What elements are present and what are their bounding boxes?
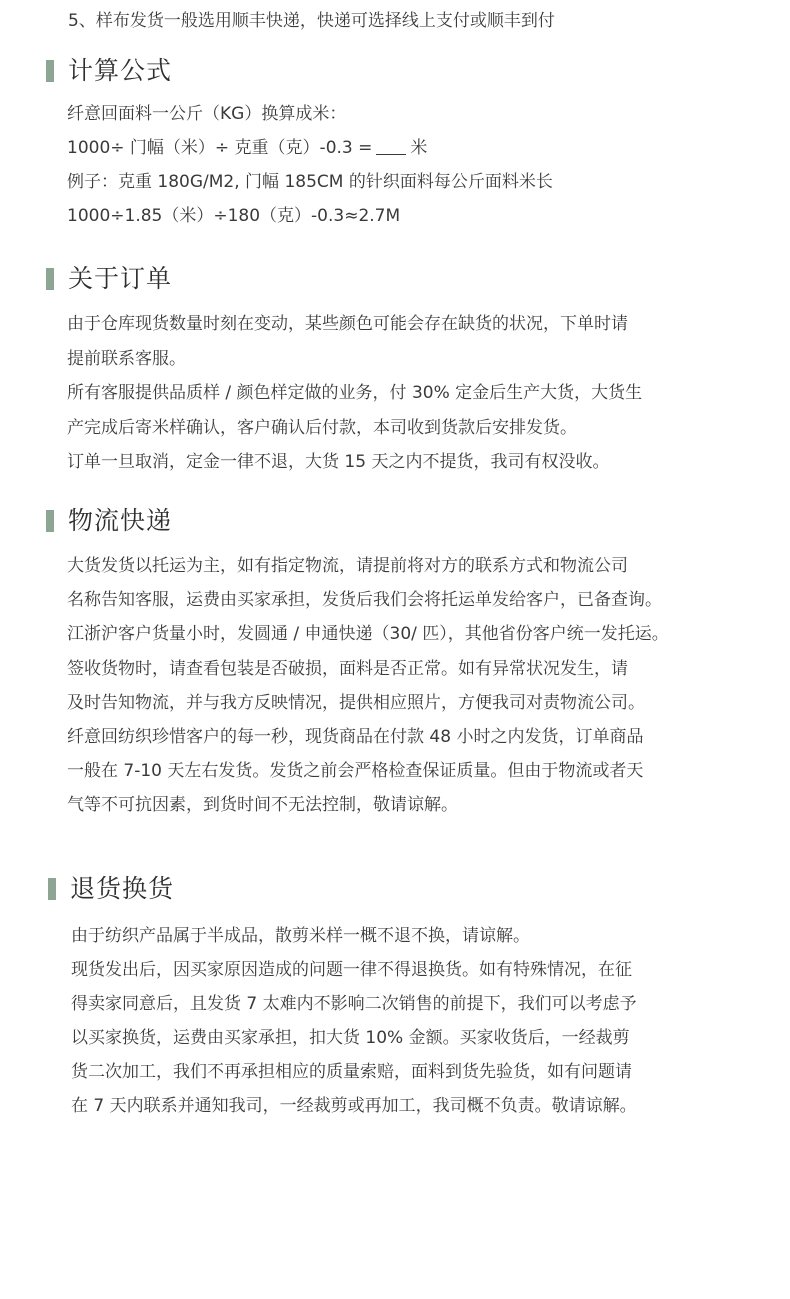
section-title: 物流快递	[68, 506, 173, 535]
paragraph-line: 名称告知客服，运费由买家承担，发货后我们会将托运单发给客户，已备查询。	[67, 590, 662, 611]
returns-lines	[71, 919, 637, 1123]
logistics-lines	[67, 549, 669, 823]
paragraph-line: 提前联系客服。	[67, 348, 186, 369]
paragraph-line: 以买家换货，运费由买家承担，扣大货 10% 金额。买家收货后，一经裁剪	[71, 1028, 630, 1048]
paragraph-line: 及时告知物流，并与我方反映情况，提供相应照片，方便我司对责物流公司。	[67, 692, 645, 713]
formula-expression: 1000÷ 门幅（米）÷ 克重（克）-0.3 =	[67, 138, 373, 158]
blank-underline	[376, 138, 406, 155]
formula-lines	[67, 97, 553, 233]
formula-line: 例子：克重 180G/M2, 门幅 185CM 的针织面料每公斤面料米长	[67, 172, 553, 192]
section-title: 计算公式	[68, 56, 173, 85]
formula-line: 纤意回面料一公斤（KG）换算成米：	[67, 104, 347, 124]
section-title: 关于订单	[68, 264, 173, 293]
paragraph-line: 订单一旦取消，定金一律不退，大货 15 天之内不提货，我司有权没收。	[67, 452, 610, 472]
paragraph-line: 产完成后寄米样确认，客户确认后付款，本司收到货款后安排发货。	[67, 417, 577, 438]
paragraph-line: 江浙沪客户货量小时，发圆通 / 申通快递（30/ 匹），其他省份客户统一发托运。	[67, 624, 669, 645]
formula-line: 1000÷1.85（米）÷180（克）-0.3≈2.7M	[67, 206, 401, 226]
section-accent-bar	[48, 878, 56, 900]
formula-unit: 米	[410, 138, 428, 158]
paragraph-line: 由于纺织产品属于半成品，散剪米样一概不退不换，请谅解。	[71, 926, 530, 946]
paragraph-line: 由于仓库现货数量时刻在变动，某些颜色可能会存在缺货的状况，下单时请	[67, 314, 628, 334]
formula-line	[67, 131, 553, 165]
section-accent-bar	[46, 60, 54, 82]
paragraph-line: 签收货物时，请查看包装是否破损，面料是否正常。如有异常状况发生，请	[67, 658, 628, 679]
paragraph-line: 大货发货以托运为主，如有指定物流，请提前将对方的联系方式和物流公司	[67, 556, 628, 576]
paragraph-line: 在 7 天内联系并通知我司，一经裁剪或再加工，我司概不负责。敬请谅解。	[71, 1096, 637, 1116]
paragraph-line: 得卖家同意后，且发货 7 太难内不影响二次销售的前提下，我们可以考虑予	[71, 994, 637, 1014]
paragraph-line: 所有客服提供品质样 / 颜色样定做的业务，付 30% 定金后生产大货，大货生	[67, 383, 643, 403]
order-lines	[67, 307, 642, 480]
paragraph-line: 现货发出后，因买家原因造成的问题一律不得退换货。如有特殊情况，在征	[71, 960, 632, 980]
top-note: 5、样布发货一般选用顺丰快递，快递可选择线上支付或顺丰到付	[68, 11, 555, 31]
paragraph-line: 纤意回纺织珍惜客户的每一秒，现货商品在付款 48 小时之内发货，订单商品	[67, 727, 644, 748]
paragraph-line: 货二次加工，我们不再承担相应的质量索赔，面料到货先验货，如有问题请	[71, 1062, 632, 1082]
paragraph-line: 一般在 7-10 天左右发货。发货之前会严格检查保证质量。但由于物流或者天	[67, 761, 644, 782]
section-accent-bar	[46, 268, 54, 290]
section-accent-bar	[46, 510, 54, 532]
paragraph-line: 气等不可抗因素，到货时间不无法控制，敬请谅解。	[67, 795, 458, 816]
section-title: 退货换货	[70, 874, 175, 903]
